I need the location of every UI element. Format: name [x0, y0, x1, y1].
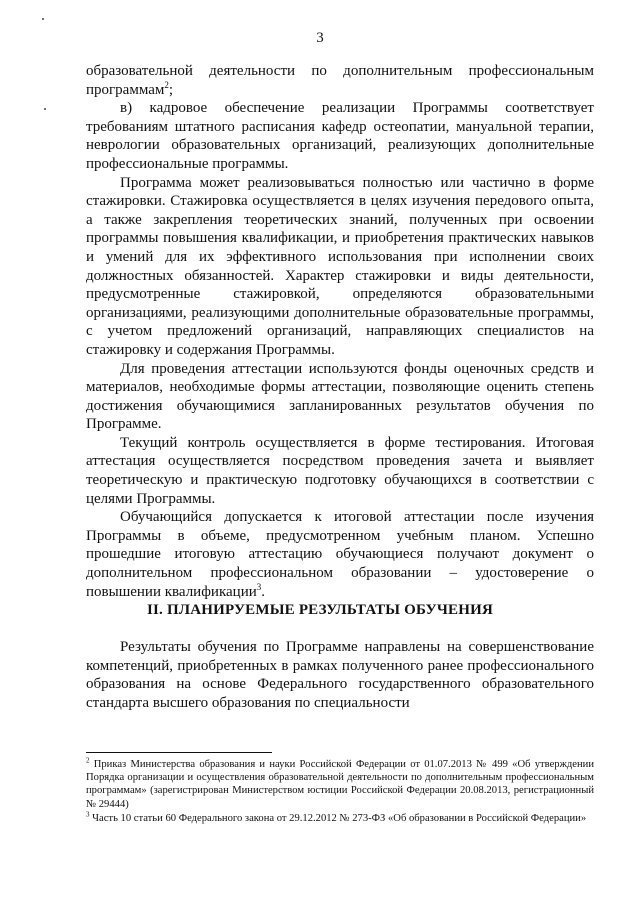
footnote [86, 758, 594, 811]
footnote-mark: 3 [86, 810, 90, 819]
paragraph [86, 360, 594, 434]
paragraph-text: Для проведения аттестации используются фонды оценочных средств и материалов, необходимые формы аттестации, позволяющие оценить степень достижения обучающимися запланированных результатов обучения по Программе. [86, 360, 594, 433]
paragraph [86, 174, 594, 360]
paragraph [86, 434, 594, 508]
footnote-text: Часть 10 статьи 60 Федерального закона от 29.12.2012 № 273-ФЗ «Об образовании в Российской Федерации» [89, 812, 587, 824]
section-body [86, 638, 594, 712]
footnote-divider [86, 752, 272, 753]
body-text [86, 62, 594, 601]
paragraph [86, 62, 594, 99]
footnote-text: Приказ Министерства образования и науки Российской Федерации от 01.07.2013 № 499 «Об утверждении Порядка организации и осуществления образовательной деятельности по дополнительным профессиональным программам» (зарегистрирован Министерством юстиции Российской Федерации 20.08.2013, регистрационный № 29444) [86, 759, 594, 810]
paragraph-punct: . [261, 583, 265, 600]
footnote-ref[interactable]: 2 [164, 79, 169, 90]
paragraph-text: Обучающийся допускается к итоговой аттестации после изучения Программы в объеме, предусмотренном учебным планом. Успешно прошедшие итоговую аттестацию обучающиеся получают документ о дополнительном профессиональном образовании – удостоверение о повышении квалификации [86, 509, 594, 600]
footnote-mark: 2 [86, 756, 90, 765]
paragraph [86, 99, 594, 173]
paragraph [86, 638, 594, 712]
section-heading: II. ПЛАНИРУЕМЫЕ РЕЗУЛЬТАТЫ ОБУЧЕНИЯ [146, 602, 494, 618]
footnotes [86, 758, 594, 826]
paragraph-text: Текущий контроль осуществляется в форме тестирования. Итоговая аттестация осуществляется посредством проведения зачета и выявляет теоретическую и практическую подготовку обучающихся в соответствии с целями Программы. [86, 434, 594, 507]
scan-speck [44, 108, 46, 110]
footnote-ref[interactable]: 3 [256, 581, 262, 592]
paragraph-punct: ; [168, 81, 174, 98]
paragraph-text: в) кадровое обеспечение реализации Программы соответствует требованиям штатного расписания кафедр остеопатии, мануальной терапии, неврологии образовательных организаций, реализующих дополнительные профессиональные программы. [86, 100, 594, 172]
paragraph [86, 508, 594, 601]
page-number: 3 [316, 30, 324, 46]
footnote [86, 812, 594, 825]
paragraph-text: Результаты обучения по Программе направлены на совершенствование компетенций, приобретенных в рамках полученного ранее профессионального образования на основе Федерального государственного образовательного стандарта высшего образования по специальности [86, 639, 594, 711]
paragraph-text: Программа может реализовываться полностью или частично в форме стажировки. Стажировка осуществляется в целях изучения передового опыта, а также закрепления теоретических знаний, полученных при освоении программы повышения квалификации, и приобретения практических навыков и умений для их эффективного использования при исполнении своих должностных обязанностей. Характер стажировки и виды деятельности, предусмотренные стажировкой, определяются образовательными организациями, реализующими дополнительные образовательные программы, с учетом предложений организаций, направляющих специалистов на стажировку и содержания Программы. [86, 174, 594, 358]
scan-speck [42, 18, 44, 20]
paragraph-text: образовательной деятельности по дополнительным профессиональным программам [86, 63, 594, 98]
